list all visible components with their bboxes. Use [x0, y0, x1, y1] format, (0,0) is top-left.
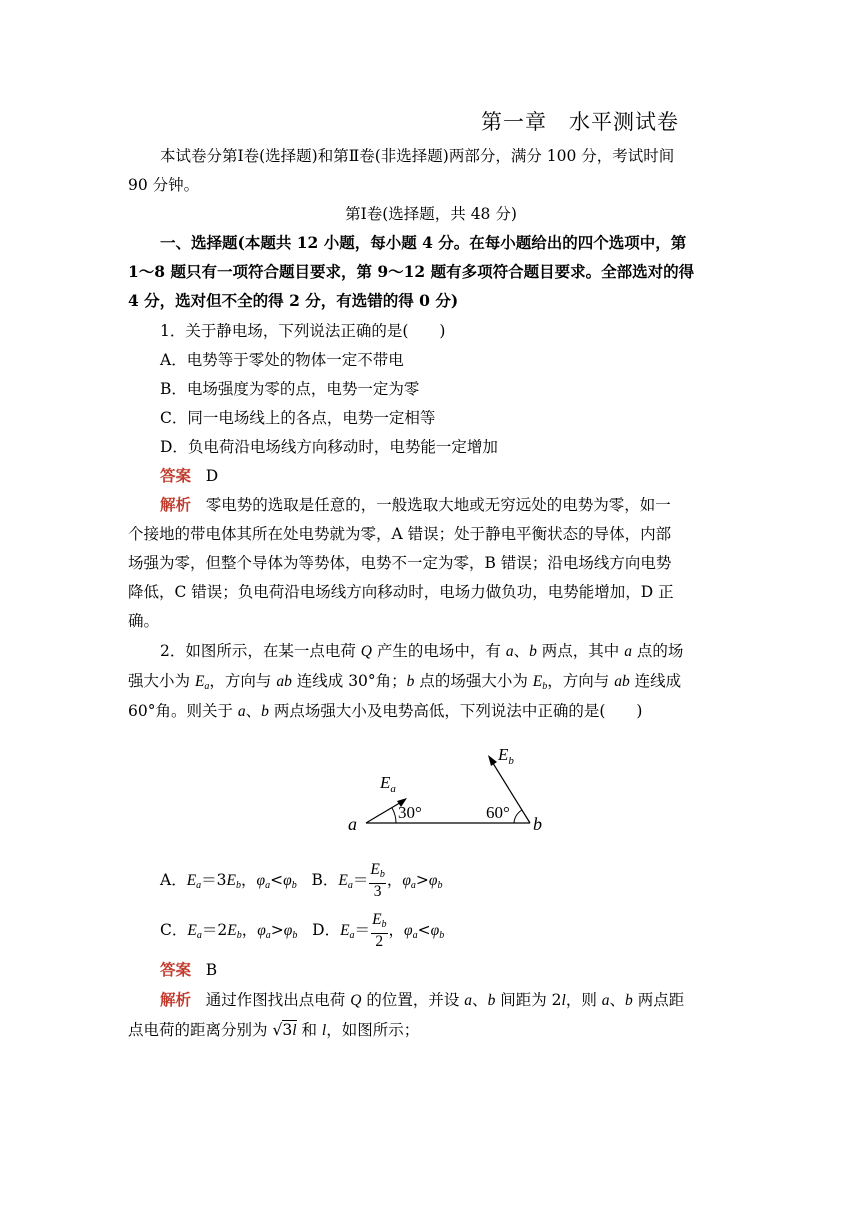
field-diagram: [340, 738, 550, 838]
q1-answer: [128, 466, 766, 486]
answer-value: B: [205, 961, 218, 979]
angle-b-arc: [514, 810, 522, 823]
eb-label: $E_b$: [498, 745, 514, 767]
q2-option-c: C．$E_a=2E_b$，$\varphi_a>\varphi_b$: [160, 921, 298, 941]
q1-option-b: B．电场强度为零的点，电势一定为零: [160, 380, 420, 398]
q2-options-ab: [128, 862, 766, 898]
sqrt-radicand: 3l: [282, 1021, 297, 1039]
intro-line-2: 90 分钟。: [128, 176, 200, 194]
answer-value: D: [205, 467, 219, 485]
q2-stem-1: 2．如图所示，在某一点电荷 Q 产生的电场中，有 a、b 两点，其中 a 点的场: [160, 642, 684, 660]
fraction: $\frac{E_b}{2}$: [372, 911, 387, 950]
q2-analysis-2: 点电荷的距离分别为 √3l 和 l，如图所示；: [128, 1021, 420, 1039]
point-b-label: b: [533, 814, 542, 834]
sqrt-symbol: √: [272, 1021, 283, 1039]
q1-analysis-4: 降低，C 错误；负电荷沿电场线方向移动时，电场力做负功，电势能增加，D 正: [128, 583, 674, 601]
analysis-label: 解析: [160, 495, 192, 514]
answer-label: 答案: [160, 960, 192, 979]
q1-analysis-5: 确。: [128, 612, 160, 630]
eb-arrowhead: [488, 755, 497, 766]
answer-label: 答案: [160, 466, 192, 485]
q2-answer: [128, 960, 766, 980]
angle-a-label: 30°: [398, 803, 422, 822]
fraction: $\frac{E_b}{3}$: [370, 861, 385, 900]
angle-a-arc: [392, 808, 396, 823]
section-heading-2: 1～8 题只有一项符合题目要求，第 9～12 题有多项符合题目要求。全部选对的得: [128, 262, 695, 281]
page-title: 第一章 水平测试卷: [481, 110, 679, 134]
intro-line-1: 本试卷分第Ⅰ卷(选择题)和第Ⅱ卷(非选择题)两部分，满分 100 分，考试时间: [160, 147, 675, 165]
q1-analysis-1: 解析 零电势的选取是任意的，一般选取大地或无穷远处的电势为零，如一: [160, 495, 671, 514]
point-a-label: a: [348, 814, 357, 834]
angle-b-label: 60°: [486, 803, 510, 822]
q2-option-d: D．$E_a=$ $\frac{E_b}{2}$ ，$\varphi_a<\varphi_b$: [312, 911, 445, 950]
q1-option-a: A．电势等于零处的物体一定不带电: [160, 351, 404, 369]
q2-stem-2: 强大小为 $E_a$，方向与 ab 连线成 30°角；b 点的场强大小为 $E_b$，方向与 ab 连线成: [128, 672, 682, 692]
part-title: 第Ⅰ卷(选择题，共 48 分): [345, 205, 517, 223]
q1-analysis-2: 个接地的带电体其所在处电势就为零，A 错误；处于静电平衡状态的导体，内部: [128, 525, 672, 543]
q2-option-a: A．$E_a=3E_b$，$\varphi_a<\varphi_b$: [160, 871, 297, 891]
q1-option-c: C．同一电场线上的各点，电势一定相等: [160, 409, 436, 427]
section-heading-3: 4 分，选对但不全的得 2 分，有选错的得 0 分): [128, 291, 459, 310]
q2-option-b: B．$E_a=$ $\frac{E_b}{3}$ ，$\varphi_a>\varphi_b$: [311, 861, 443, 900]
q1-option-d: D．负电荷沿电场线方向移动时，电势能一定增加: [160, 438, 498, 456]
q2-options-cd: [128, 912, 766, 948]
section-heading-1: 一、选择题(本题共 12 小题，每小题 4 分。在每小题给出的四个选项中，第: [160, 233, 687, 252]
ea-label: $E_a$: [380, 773, 396, 795]
q2-analysis-1: 解析 通过作图找出点电荷 Q 的位置，并设 a、b 间距为 2l，则 a、b 两点距: [160, 990, 685, 1009]
q1-analysis-3: 场强为零，但整个导体为等势体，电势不一定为零，B 错误；沿电场线方向电势: [128, 554, 672, 572]
q1-stem: 1．关于静电场，下列说法正确的是( ): [160, 322, 446, 340]
analysis-label: 解析: [160, 990, 192, 1009]
q2-stem-3: 60°角。则关于 a、b 两点场强大小及电势高低，下列说法中正确的是( ): [128, 702, 643, 720]
